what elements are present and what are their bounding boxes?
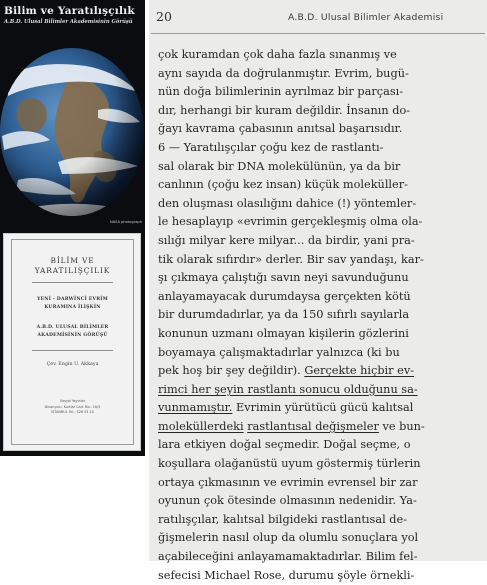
subtitle-line-1: YENİ - DARWİNCİ EVRİM <box>37 297 108 302</box>
book-cover <box>0 0 145 456</box>
academy-line-2: AKADEMİSİNİN GÖRÜŞÜ <box>37 332 108 338</box>
text-line: boyamaya çalışmaktadırlar yalnızca (ki bu <box>158 345 400 359</box>
text-line: bir durumdadırlar, ya da 150 sıfırlı sayılarla <box>158 308 410 322</box>
page-number: 20 <box>156 9 172 24</box>
page-body-text <box>158 46 484 585</box>
text-line: açabileceğini anlayamamaktadırlar. Bilim fel- <box>158 550 418 564</box>
translator-credit: Çev. Engin U. Akkaya <box>46 362 99 367</box>
text-line: koşullara olağanüstü uyum göstermiş türlerin <box>158 457 421 471</box>
underlined-text: moleküllerdeki <box>158 419 244 433</box>
running-header: A.B.D. Ulusal Bilimler Akademisi <box>288 12 444 23</box>
header-rule <box>151 33 485 34</box>
cover-title: Bilim ve Yaratılışçılık <box>4 5 135 17</box>
academy-line-1: A.B.D. ULUSAL BİLİMLER <box>36 325 109 330</box>
text-line: anlayamayacak durumdaysa gerçekten kötü <box>158 289 411 303</box>
underlined-text: rimci her şeyin rastlantı sonucu olduğunu sa- <box>158 382 418 396</box>
text-line: ğayı kavrama çabasının anıtsal başarısıdır. <box>158 122 403 136</box>
text-line: sefecisi Michael Rose, durumu şöyle örnekli- <box>158 568 415 582</box>
underlined-text: vunmamıştır. <box>158 401 233 415</box>
photo-credit: NASA photograph <box>110 220 142 224</box>
subtitle-line-2: KURAMINA İLİŞKİN <box>44 304 101 310</box>
text-line: aynı sayıda da doğrulanmıştır. Evrim, bugü- <box>158 66 409 80</box>
text-line: ortaya çıkmasının ve evrimin evrensel bir zar <box>158 475 418 489</box>
title-page-title <box>12 256 133 276</box>
text-line: konunun uzmanı olmayan kişilerin gözlerini <box>158 326 409 340</box>
text-line: tik olarak sıfırdır» derler. Bir sav yandaşı, kar- <box>158 252 424 266</box>
title-line-2: YARATILIŞÇILIK <box>34 266 111 275</box>
title-page-academy <box>12 324 133 339</box>
text-line: den oluşması olasılığını dahice (!) yöntemler- <box>158 196 417 210</box>
publisher-info <box>12 399 133 416</box>
text-line: çok kuramdan çok daha fazla sınanmış ve <box>158 48 397 61</box>
text-line: şı çıkmaya çalıştığı savın neyi savunduğunu <box>158 271 409 285</box>
title-page-frame <box>11 239 134 445</box>
text-line: nün doğa bilimlerinin ayrılmaz bir parçası- <box>158 85 404 99</box>
text-line: oyunun çok ötesinde olmasının nedenidir. Ya- <box>158 494 417 508</box>
text-line: dır, herhangi bir kuram değildir. İnsanın do- <box>158 103 411 117</box>
cover-subtitle: A.B.D. Ulusal Bilimler Akademisinin Görüşü <box>4 19 133 25</box>
text-plain: pek hoş bir şey değildir). <box>158 364 305 378</box>
title-divider <box>32 282 113 283</box>
text-line: sal olarak bir DNA molekülünün, ya da bir <box>158 159 401 173</box>
text-line-underlined <box>158 418 484 437</box>
text-line: ğişmelerin nasıl olup da olumlu sonuçlara yol <box>158 531 419 545</box>
earth-globe-image <box>0 40 148 222</box>
academy-divider <box>32 350 113 351</box>
text-plain: Evrimin yürütücü gücü kalıtsal <box>232 401 414 415</box>
text-plain: ve bun- <box>378 419 425 433</box>
underlined-text: Gerçekte hiçbir ev- <box>304 364 415 378</box>
title-page <box>3 233 141 451</box>
publisher-address: Divanyolu, Kurtlar Cad. No.: 16/3 <box>44 404 101 409</box>
text-line: ratılışçılar, kalıtsal bilgideki rastlantısal de- <box>158 512 408 526</box>
text-line: canlının (çoğu kez insan) küçük moleküller- <box>158 178 408 192</box>
publisher-city-phone: İSTANBUL Tel.: 526 53 14 <box>51 410 94 415</box>
title-page-subtitle <box>12 296 133 311</box>
text-line-underlined <box>158 362 484 381</box>
text-line: le hesaplayıp «evrimin gerçekleşmiş olma ola- <box>158 215 423 229</box>
text-line-underlined <box>158 399 484 418</box>
underlined-text: rastlantısal değişmeler <box>247 419 379 433</box>
text-line-underlined <box>158 381 484 400</box>
text-line: sılığı milyar kere milyar... da birdir, yani pra- <box>158 233 415 247</box>
publisher-name: Sosyal Yayınlar <box>59 399 86 403</box>
text-line: 6 — Yaratılışçılar çoğu kez de rastlantı- <box>158 140 384 154</box>
text-line: lara etkiyen doğal seçmedir. Doğal seçme, o <box>158 438 411 452</box>
title-line-1: BİLİM VE <box>50 256 95 265</box>
